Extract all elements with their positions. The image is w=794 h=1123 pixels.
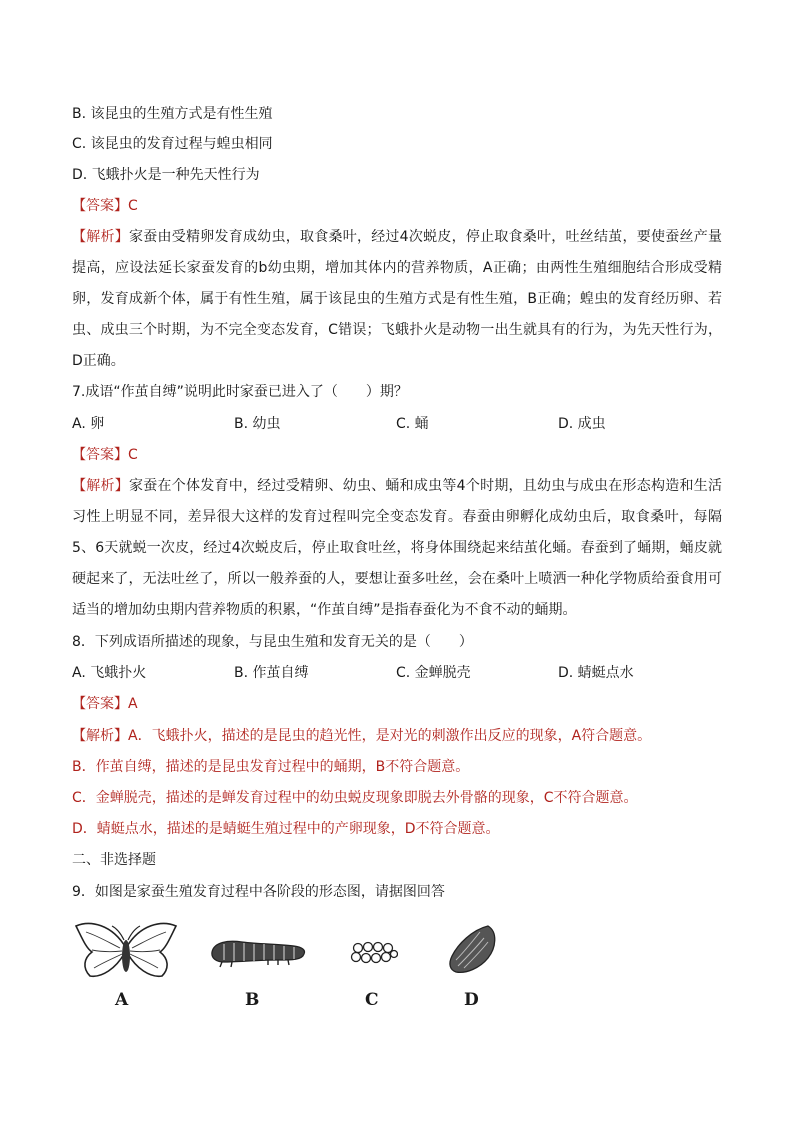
silkworm-lifecycle-figure bbox=[72, 912, 722, 1022]
q8-option-b: B. 作茧自缚 bbox=[234, 665, 309, 681]
pupa-illustration bbox=[444, 920, 500, 976]
larva-illustration bbox=[208, 934, 308, 970]
q6-analysis-text: 家蚕由受精卵发育成幼虫，取食桑叶，经过4次蜕皮，停止取食桑叶，吐丝结茧，要使蚕丝产量提高，应设法延长家蚕发育的b幼虫期，增加其体内的营养物质，A正确；由两性生殖细胞结合形成受精卵，发育成新个体，属于有性生殖，属于该昆虫的生殖方式是有性生殖，B正确；蝗虫的发育经历卵、若虫、成虫三个时期，为不完全变态发育，C错误；飞蛾扑火是动物一出生就具有的行为，为先天性行为，D正确。 bbox=[72, 229, 723, 369]
q6-option-c: C. 该昆虫的发育过程与蝗虫相同 bbox=[72, 136, 273, 152]
q6-answer: 【答案】C bbox=[72, 198, 138, 214]
eggs-illustration bbox=[350, 940, 398, 966]
analysis-label: 【解析】 bbox=[72, 728, 128, 744]
q7-option-c: C. 蛹 bbox=[396, 416, 429, 432]
q7-option-d: D. 成虫 bbox=[558, 416, 606, 432]
q8-analysis-line-a: 【解析】A．飞蛾扑火，描述的是昆虫的趋光性，是对光的刺激作出反应的现象，A符合题意。 bbox=[72, 728, 652, 744]
analysis-label: 【解析】 bbox=[72, 229, 129, 245]
q7-option-b: B. 幼虫 bbox=[234, 416, 281, 432]
analysis-label: 【解析】 bbox=[72, 478, 129, 494]
q6-option-d: D. 飞蛾扑火是一种先天性行为 bbox=[72, 167, 260, 183]
figure-label-d: D bbox=[464, 990, 479, 1010]
q6-option-b: B. 该昆虫的生殖方式是有性生殖 bbox=[72, 106, 273, 122]
figure-label-a: A bbox=[115, 990, 129, 1010]
q8-analysis-line-d: D．蜻蜓点水，描述的是蜻蜓生殖过程中的产卵现象，D不符合题意。 bbox=[72, 821, 500, 837]
q7-analysis bbox=[72, 471, 722, 626]
moth-illustration bbox=[72, 918, 180, 982]
q8-option-a: A. 飞蛾扑火 bbox=[72, 665, 147, 681]
section-title: 二、非选择题 bbox=[72, 852, 156, 868]
q7-answer: 【答案】C bbox=[72, 447, 138, 463]
q7-analysis-text: 家蚕在个体发育中，经过受精卵、幼虫、蛹和成虫等4个时期，且幼虫与成虫在形态构造和生活习性上明显不同，差异很大这样的发育过程叫完全变态发育。春蚕由卵孵化成幼虫后，取食桑叶，每隔5、6天就蜕一次皮，经过4次蜕皮后，停止取食吐丝，将身体围绕起来结茧化蛹。春蚕到了蛹期，蛹皮就硬起来了，无法吐丝了，所以一般养蚕的人，要想让蚕多吐丝，会在桑叶上喷洒一种化学物质给蚕食用可适当的增加幼虫期内营养物质的积累，“作茧自缚”是指春蚕化为不食不动的蛹期。 bbox=[72, 478, 723, 618]
q9-stem: 9．如图是家蚕生殖发育过程中各阶段的形态图，请据图回答 bbox=[72, 884, 445, 900]
figure-label-c: C bbox=[365, 990, 379, 1010]
q7-option-a: A. 卵 bbox=[72, 416, 105, 432]
q8-option-d: D. 蜻蜓点水 bbox=[558, 665, 634, 681]
q8-answer: 【答案】A bbox=[72, 696, 138, 712]
q8-analysis-line-c: C．金蝉脱壳，描述的是蝉发育过程中的幼虫蜕皮现象即脱去外骨骼的现象，C不符合题意。 bbox=[72, 790, 638, 806]
q8-option-c: C. 金蝉脱壳 bbox=[396, 665, 471, 681]
q7-stem: 7.成语“作茧自缚”说明此时家蚕已进入了（ ）期？ bbox=[72, 384, 408, 400]
figure-label-b: B bbox=[245, 990, 260, 1010]
q6-analysis bbox=[72, 222, 722, 377]
q8-analysis-line-b: B．作茧自缚，描述的是昆虫发育过程中的蛹期，B不符合题意。 bbox=[72, 759, 470, 775]
q8-stem: 8．下列成语所描述的现象，与昆虫生殖和发育无关的是（ ） bbox=[72, 634, 473, 650]
